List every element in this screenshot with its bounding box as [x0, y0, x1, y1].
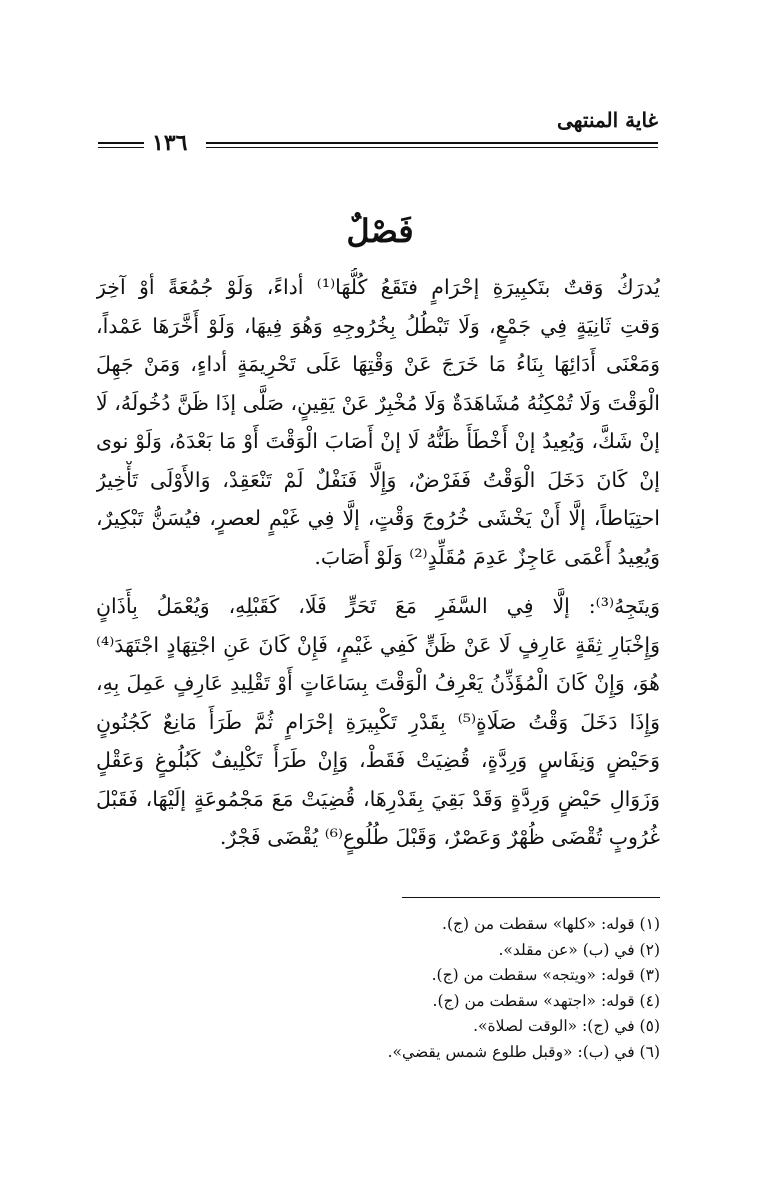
text-line: وَإِذَا دَخَلَ وَقْتُ صَلَاةٍ⁽⁵⁾ بِقَدْرِ تَكْبِيرَةِ إحْرَامٍ ثُمَّ طَرَأَ مَانِعٌ كَجُنُونٍ — [96, 709, 660, 734]
footnote-item: (٥) في (ج): «الوقت لصلاة». — [473, 1017, 660, 1035]
text-line: احتِيَاطاً، إلَّا أَنْ يَخْشَى خُرُوجَ وَقْتٍ، إلَّا فِي غَيْمٍ لعصرٍ، فيُسَنُّ تَبْكِيرٌ، — [96, 506, 660, 530]
text-line: وَزَوَالِ حَيْضٍ وَرِدَّةٍ وَقَدْ بَقِيَ بِقَدْرِهَا، قُضِيَتْ مَعَ مَجْمُوعَةٍ إلَيْهَا، فَقَبْلَ — [96, 786, 660, 811]
text-line: وَإِخْبَارِ ثِقَةٍ عَارِفٍ لَا عَنْ ظَنٍّ كَفِي غَيْمٍ، فَإِنْ كَانَ عَنِ اجْتِهَادٍ اجْتَهَدَ⁽⁴⁾ — [96, 632, 660, 657]
text-line: غُرُوبٍ تُقْضَى ظُهْرٌ وَعَصْرٌ، وَقَبْلَ طُلُوعٍ⁽⁶⁾ يُقْضَى فَجْرٌ. — [219, 825, 660, 849]
footnote-item: (١) قوله: «كلها» سقطت من (ج). — [442, 915, 660, 933]
text-line: وَقتِ ثَانِيَةٍ فِي جَمْعٍ، وَلَا تَبْطُلُ بِخُرُوجِهِ وَهُوَ فِيهَا، وَلَوْ أَخَّرَهَا عَمْداً، — [96, 313, 660, 338]
text-line: وَيتَجِهُ⁽³⁾: إلَّا فِي السَّفَرِ مَعَ تَحَرٍّ فَلَا، كَقَبْلِهِ، وَيُعْمَلُ بِأَذَانٍ — [96, 594, 660, 618]
text-line: هُوَ، وَإِنْ كَانَ الْمُؤَذِّنُ يَعْرِفُ الْوَقْتَ بِسَاعَاتٍ أَوْ تَقْلِيدِ عَارِفٍ عَمِلَ بِهِ، — [96, 671, 660, 695]
footnotes — [100, 912, 660, 1065]
paragraph-1 — [96, 268, 660, 576]
text-line: وَمَعْنَى أَدَائِهَا بِنَاءُ مَا خَرَجَ عَنْ وَقْتِهَا عَلَى تَحْرِيمَةٍ أداءٍ، وَمَنْ جَهِلَ — [96, 352, 660, 376]
main-text — [96, 268, 660, 857]
page-header — [98, 108, 658, 158]
header-rule — [206, 142, 658, 148]
footnote-item: (٦) في (ب): «وقبل طلوع شمس يقضي». — [387, 1042, 660, 1061]
page-number: ١٣٦ — [152, 130, 188, 156]
footnote-item: (٤) قوله: «اجتهد» سقطت من (ج). — [432, 991, 660, 1010]
text-line: إنْ شَكَّ، وَيُعِيدُ إنْ أَخْطَأَ ظَنُّهُ لَا إنْ أَصَابَ الْوَقْتَ أَوْ مَا بَعْدَهُ، وَلَوْ نوى — [96, 429, 660, 453]
text-line: وَيُعِيدُ أَعْمَى عَاجِزٌ عَدِمَ مُقَلِّدٍ⁽²⁾ وَلَوْ أَصَابَ. — [314, 544, 660, 569]
page-number-rule — [98, 142, 144, 148]
footnote-item: (٣) قوله: «ويتجه» سقطت من (ج). — [431, 966, 660, 984]
book-title: غاية المنتهى — [557, 108, 658, 132]
paragraph-gap — [96, 576, 660, 587]
section-heading: فَصْلٌ — [346, 212, 414, 250]
text-line: إنْ كَانَ دَخَلَ الْوَقْتُ فَفَرْضٌ، وَإِلَّا فَنَفْلٌ لَمْ تَنْعَقِدْ، وَالأَوْلَى تَأْخِيرُ — [96, 467, 660, 492]
text-line: الْوَقْتَ وَلَا تُمْكِنُهُ مُشَاهَدَةٌ وَلَا مُخْبِرٌ عَنْ يَقِينٍ، صَلَّى إذَا ظَنَّ دُخُولَهُ، لَا — [96, 390, 660, 415]
text-line: وَحَيْضٍ وَنِفَاسٍ وَرِدَّةٍ، قُضِيَتْ فَقَطْ، وَإِنْ طَرَأَ تَكْلِيفٌ كَبُلُوغٍ وَعَقْلٍ — [96, 748, 660, 772]
footnote-divider — [402, 897, 660, 898]
paragraph-2 — [96, 587, 660, 857]
footnote-item: (٢) في (ب) «عن مقلد». — [498, 940, 660, 959]
text-line: يُدرَكُ وَقتٌ بتَكبِيرَةِ إحْرَامٍ فتَقَعُ كُلُّهَا⁽¹⁾ أداءً، وَلَوْ جُمُعَةً أوْ آخِرَ — [96, 275, 660, 299]
